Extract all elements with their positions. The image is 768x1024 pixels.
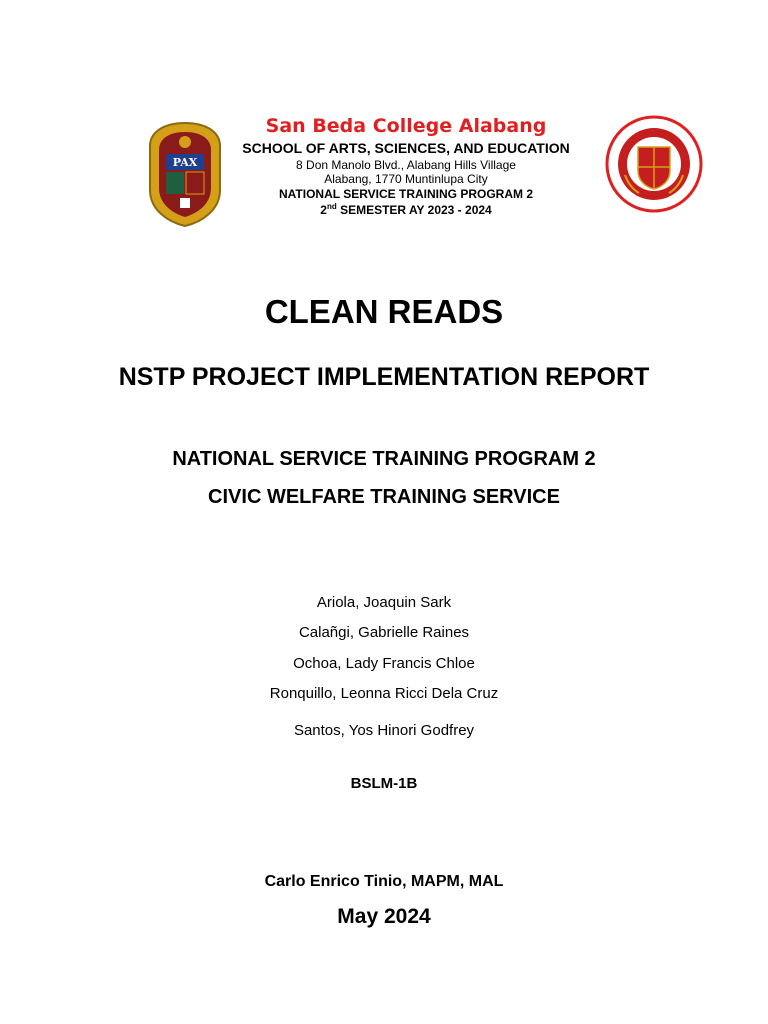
section-code: BSLM-1B (350, 775, 418, 792)
member-name: Ronquillo, Leonna Ricci Dela Cruz (269, 685, 499, 702)
component-name: CIVIC WELFARE TRAINING SERVICE (208, 486, 560, 508)
member-name: Ariola, Joaquin Sark (316, 594, 452, 611)
program-name: NATIONAL SERVICE TRAINING PROGRAM 2 (172, 448, 596, 470)
member-name: Santos, Yos Hinori Godfrey (293, 722, 475, 739)
nstp-seal-logo (605, 115, 703, 213)
header-program: NATIONAL SERVICE TRAINING PROGRAM 2 (278, 187, 534, 201)
adviser-name: Carlo Enrico Tinio, MAPM, MAL (264, 873, 504, 890)
semester-line (230, 202, 582, 217)
report-title: CLEAN READS (264, 293, 504, 330)
member-name: Ochoa, Lady Francis Chloe (293, 655, 475, 672)
school-name: SCHOOL OF ARTS, SCIENCES, AND EDUCATION (242, 140, 570, 156)
seal-pax-text: PAX (172, 156, 198, 169)
semester-number: 2 (320, 203, 327, 217)
semester-text: SEMESTER AY 2023 - 2024 (336, 203, 492, 217)
college-name: San Beda College Alabang (265, 115, 547, 137)
address-line-1: 8 Don Manolo Blvd., Alabang Hills Village (296, 158, 516, 172)
report-subtitle: NSTP PROJECT IMPLEMENTATION REPORT (118, 363, 650, 391)
report-date: May 2024 (337, 905, 431, 928)
san-beda-seal-logo (144, 120, 226, 228)
semester-ordinal: nd (326, 202, 337, 211)
address-line-2: Alabang, 1770 Muntinlupa City (324, 172, 488, 186)
member-name: Calañgi, Gabrielle Raines (298, 624, 470, 641)
